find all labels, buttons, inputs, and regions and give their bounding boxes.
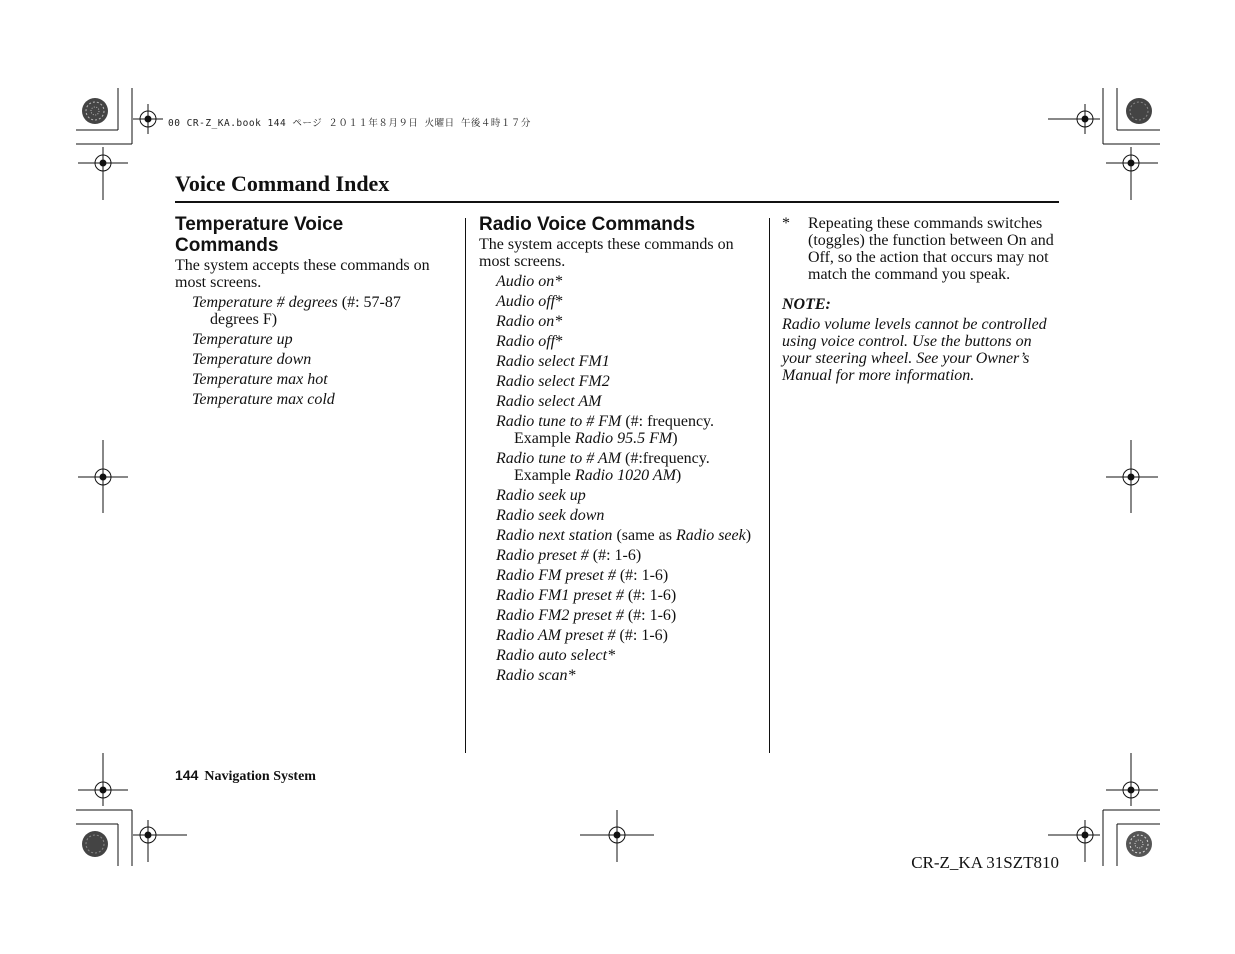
command-item: [479, 567, 754, 584]
command-text: Radio AM preset #: [496, 627, 616, 644]
command-text: Radio seek down: [496, 507, 605, 524]
footer-section: Navigation System: [204, 769, 316, 784]
print-job-info: 00 CR-Z_KA.book 144 ページ ２０１１年８月９日 火曜日 午後４時１７分: [168, 118, 531, 129]
command-item: [175, 351, 450, 368]
note-label: NOTE:: [782, 296, 831, 313]
temperature-section: [175, 214, 450, 408]
command-text: Radio off: [496, 333, 556, 350]
command-note: (#: 1-6): [588, 547, 642, 564]
command-note: (#: 57-87 degrees F): [210, 294, 401, 328]
command-item: [479, 527, 754, 544]
command-text: Audio on*: [496, 273, 563, 290]
section-intro: The system accepts these commands on most screens.: [175, 257, 430, 291]
command-item: [479, 393, 754, 410]
column-divider: [769, 218, 770, 753]
command-item: [479, 450, 754, 484]
document-code: CR-Z_KA 31SZT810: [911, 853, 1059, 872]
command-note: (#: 1-6): [623, 587, 677, 604]
command-item: [479, 313, 754, 330]
command-item: [479, 273, 754, 290]
command-example: Radio seek: [675, 527, 746, 544]
command-text: Radio tune to # FM: [496, 413, 622, 430]
page-footer: [175, 767, 316, 785]
column-divider: [465, 218, 466, 753]
command-item: [175, 331, 450, 348]
command-item: [479, 373, 754, 390]
command-item: [479, 607, 754, 624]
registration-target: [78, 753, 128, 806]
temperature-command-list: [175, 294, 450, 408]
command-text: Radio FM preset #: [496, 567, 616, 584]
command-note: (#:frequency. Example: [514, 450, 710, 484]
title-divider: [175, 201, 1059, 203]
command-note-close: ): [745, 527, 752, 544]
command-item: [479, 507, 754, 524]
command-note-close: ): [672, 430, 678, 447]
corner-starburst: [82, 98, 108, 124]
command-text: Radio select FM2: [496, 373, 610, 390]
command-note: *: [555, 333, 564, 350]
registration-target: [1048, 104, 1100, 134]
corner-starburst: [1126, 831, 1152, 857]
note-text: Radio volume levels cannot be controlled using voice control. Use the buttons on your steering wheel. See your Owner’s Manual for more information.: [782, 316, 1047, 384]
registration-target: [133, 820, 187, 862]
registration-target: [1106, 753, 1158, 806]
command-item: [479, 413, 754, 447]
command-item: [479, 647, 754, 664]
footnote-list: [782, 215, 1060, 283]
command-note: *: [555, 293, 564, 310]
section-intro: The system accepts these commands on most screens.: [479, 236, 734, 270]
corner-starburst: [82, 831, 108, 857]
section-heading: Temperature Voice Commands: [175, 214, 344, 256]
command-text: Radio FM2 preset #: [496, 607, 624, 624]
command-text: Temperature max cold: [192, 391, 335, 408]
command-item: [175, 371, 450, 388]
command-item: [479, 667, 754, 684]
command-example: Radio 95.5 FM: [574, 430, 673, 447]
page-title: Voice Command Index: [175, 171, 390, 196]
registration-target: [78, 440, 128, 513]
footnote: [782, 215, 1060, 283]
footnote-marker: *: [782, 215, 790, 232]
command-item: [175, 294, 450, 328]
footnote-text: Repeating these commands switches (toggles) the function between On and Off, so the action that occurs may not match the command you speak.: [808, 215, 1054, 283]
command-item: [175, 391, 450, 408]
page-number: 144: [175, 767, 199, 783]
registration-target: [1106, 440, 1158, 513]
command-text: Radio preset #: [496, 547, 589, 564]
command-note: (same as: [612, 527, 676, 544]
command-item: [479, 487, 754, 504]
notes-section: [782, 215, 1060, 384]
registration-target: [1106, 147, 1158, 200]
command-item: [479, 547, 754, 564]
command-item: [479, 333, 754, 350]
corner-starburst: [1126, 98, 1152, 124]
command-text: Temperature up: [192, 331, 293, 348]
command-note: (#: frequency. Example: [514, 413, 715, 447]
command-text: Radio next station: [496, 527, 613, 544]
command-text: Radio seek up: [496, 487, 586, 504]
command-text: Temperature # degrees: [192, 294, 338, 311]
command-note-close: ): [675, 467, 682, 484]
registration-target: [78, 147, 128, 200]
registration-target: [133, 104, 163, 134]
command-text: Radio FM1 preset #: [496, 587, 624, 604]
command-note: (#: 1-6): [623, 607, 677, 624]
command-note: (#: 1-6): [615, 567, 669, 584]
command-text: Temperature down: [192, 351, 312, 368]
command-item: [479, 587, 754, 604]
command-item: [479, 293, 754, 310]
section-heading: Radio Voice Commands: [479, 214, 696, 235]
command-text: Radio scan*: [496, 667, 576, 684]
registration-target: [580, 810, 654, 862]
command-text: Radio select AM: [496, 393, 602, 410]
command-text: Temperature max hot: [192, 371, 328, 388]
command-note: (#: 1-6): [615, 627, 668, 644]
radio-command-list: [479, 273, 754, 684]
command-text: Audio off: [496, 293, 556, 310]
radio-section: [479, 214, 754, 684]
command-text: Radio select FM1: [496, 353, 610, 370]
command-text: Radio on*: [496, 313, 563, 330]
command-example: Radio 1020 AM: [574, 467, 676, 484]
command-item: [479, 353, 754, 370]
command-text: Radio auto select*: [496, 647, 616, 664]
command-text: Radio tune to # AM: [496, 450, 622, 467]
command-item: [479, 627, 754, 644]
